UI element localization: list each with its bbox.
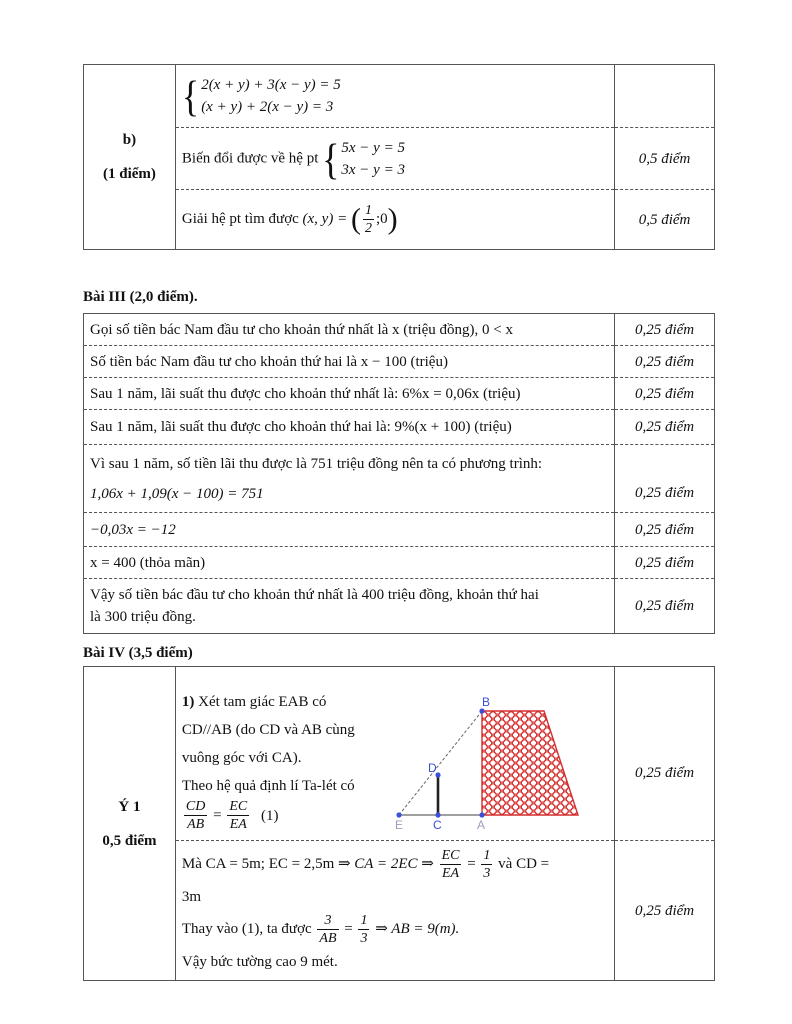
geometry-figure: [394, 691, 604, 833]
point-b: [479, 708, 484, 713]
bai3-row-line1: Vì sau 1 năm, số tiền lãi thu được là 751 triệu đồng nên ta có phương trình:: [90, 455, 543, 472]
frac-den: 3: [360, 931, 368, 946]
frac-num: 3: [317, 912, 338, 930]
part2-line1b: ⇒ CA = 2EC ⇒: [337, 855, 434, 872]
solve-text: Giải hệ pt tìm được: [181, 210, 299, 227]
part-b-label-cell: [84, 65, 176, 250]
y1-points: 0,5 điểm: [102, 832, 157, 849]
bai3-row-score: 0,25 điểm: [615, 346, 715, 378]
score-cell: 0,25 điểm: [615, 667, 715, 841]
bai3-row-score: 0,25 điểm: [615, 378, 715, 410]
part1-line2: CD//AB (do CD và AB cùng: [181, 722, 355, 738]
bai3-row-score: 0,25 điểm: [615, 314, 715, 346]
bai3-row-score: 0,25 điểm: [615, 445, 715, 513]
transform-text: Biến đổi được về hệ pt: [181, 149, 319, 166]
part2-cell: [175, 841, 614, 981]
bai3-row-text: Số tiền bác Nam đầu tư cho khoản thứ hai là x − 100 (triệu): [84, 346, 615, 378]
bai3-row-text: Sau 1 năm, lãi suất thu được cho khoản thứ hai là: 9%(x + 100) (triệu): [84, 410, 615, 445]
part2-line2: 3m: [181, 889, 202, 905]
solve-cell: [175, 190, 614, 250]
part2-line3a: Thay vào (1), ta được: [181, 920, 312, 937]
frac-num: EC: [229, 799, 248, 814]
fraction: [363, 202, 374, 237]
bai3-row-text: Sau 1 năm, lãi suất thu được cho khoản thứ nhất là: 6%x = 0,06x (triệu): [84, 378, 615, 410]
label-e: E: [394, 818, 403, 832]
frac-den: 3: [483, 866, 491, 881]
bai3-row-score: 0,25 điểm: [615, 513, 715, 547]
y1-label: Ý 1: [118, 798, 141, 815]
score-cell: 0,25 điểm: [615, 841, 715, 981]
bai3-row-score: 0,25 điểm: [615, 579, 715, 634]
empty-score-cell: [615, 65, 715, 128]
ratio-equation: $\frac{CD}{AB}$ = $\frac{EC}{EA}$ (1): [185, 799, 279, 832]
frac-num: 1: [364, 203, 372, 218]
bai3-title: Bài III (2,0 điểm).: [83, 289, 198, 305]
bai3-row-text: Gọi số tiền bác Nam đầu tư cho khoản thứ nhất là x (triệu đồng), 0 < x: [84, 314, 615, 346]
bai4-title: Bài IV (3,5 điểm): [83, 645, 193, 661]
part1-line1: Xét tam giác EAB có: [194, 694, 327, 710]
bai3-table: [83, 313, 715, 634]
part1-line4: Theo hệ quả định lí Ta-lét có: [181, 778, 355, 794]
brace: {: [322, 134, 340, 183]
wall-shape: [482, 711, 578, 815]
frac-num: 1: [360, 913, 368, 928]
bai3-row-text: [84, 579, 615, 634]
label-d: D: [427, 761, 437, 775]
frac-num: 1: [483, 848, 491, 863]
score-cell: 0,5 điểm: [615, 128, 715, 190]
system1-line2: (x + y) + 2(x − y) = 3: [201, 99, 334, 115]
label-a: A: [476, 818, 485, 832]
paren-close: ): [387, 202, 398, 236]
part2-line4: Vậy bức tường cao 9 mét.: [181, 954, 338, 970]
frac-den: EA: [441, 866, 460, 881]
part1-cell: [175, 667, 614, 841]
system2-cell: [175, 128, 614, 190]
label-b: B: [481, 695, 490, 709]
part2-line1a: Mà CA = 5m; EC = 2,5m: [181, 855, 335, 872]
bai3-row-score: 0,25 điểm: [615, 547, 715, 579]
part-b-table: [83, 64, 715, 250]
bai3-row-text: [84, 445, 615, 513]
system1-cell: [175, 65, 614, 128]
point-c: [435, 812, 440, 817]
fraction: [227, 798, 249, 833]
bai3-row-score: 0,25 điểm: [615, 410, 715, 445]
bai3-row-text: −0,03x = −12: [84, 513, 615, 547]
paren-open: (: [350, 202, 361, 236]
y1-label-cell: [84, 667, 176, 981]
part2-line1: Mà CA = 5m; EC = 2,5m ⇒ CA = 2EC ⇒ $\frac{EC}{EA}$ = $\frac{1}{3}$ và CD =: [181, 848, 550, 881]
bai3-row-line1: Vậy số tiền bác đầu tư cho khoản thứ nhất là 400 triệu đồng, khoản thứ hai: [90, 587, 539, 603]
frac-num: CD: [185, 799, 206, 814]
bai4-table: [83, 666, 715, 981]
point-e: [396, 812, 401, 817]
fraction: [184, 798, 207, 833]
bai3-row-text: x = 400 (thỏa mãn): [84, 547, 615, 579]
frac-den: EA: [229, 817, 247, 832]
fraction: [481, 847, 492, 882]
part2-line1c: và CD =: [498, 855, 550, 872]
fraction: [440, 847, 462, 882]
frac-den: AB: [319, 931, 337, 946]
part2-line3: Thay vào (1), ta được $\frac{3}{AB}$ = $\frac{1}{3}$ ⇒ AB = 9(m).: [181, 913, 460, 946]
label-c: C: [432, 818, 442, 832]
bai3-row-line2: 1,06x + 1,09(x − 100) = 751: [90, 485, 264, 502]
part-b-label: b): [122, 132, 137, 148]
part1-text: [182, 688, 392, 833]
point-a: [479, 812, 484, 817]
brace: {: [181, 72, 200, 120]
hypotenuse-line: [399, 711, 482, 815]
fraction: [317, 912, 338, 947]
system2-line1: 5x − y = 5: [341, 139, 405, 156]
system1-line1: 2(x + y) + 3(x − y) = 5: [201, 77, 341, 93]
score-cell: 0,5 điểm: [615, 190, 715, 250]
part-b-points: (1 điểm): [103, 166, 156, 182]
part1-lead: 1): [181, 694, 195, 710]
part2-line3b: ⇒ AB = 9(m).: [375, 920, 460, 937]
part1-line3: vuông góc với CA).: [181, 750, 302, 766]
system2-line2: 3x − y = 3: [341, 161, 405, 178]
equation-ref: (1): [260, 807, 279, 824]
bai3-row-line2: là 300 triệu đồng.: [90, 609, 196, 625]
solve-tail: ;0: [375, 210, 388, 227]
frac-den: 2: [364, 221, 372, 236]
frac-den: AB: [187, 817, 205, 832]
frac-num: EC: [441, 848, 460, 863]
solve-lhs: (x, y) =: [302, 210, 348, 227]
fraction: [358, 912, 369, 947]
